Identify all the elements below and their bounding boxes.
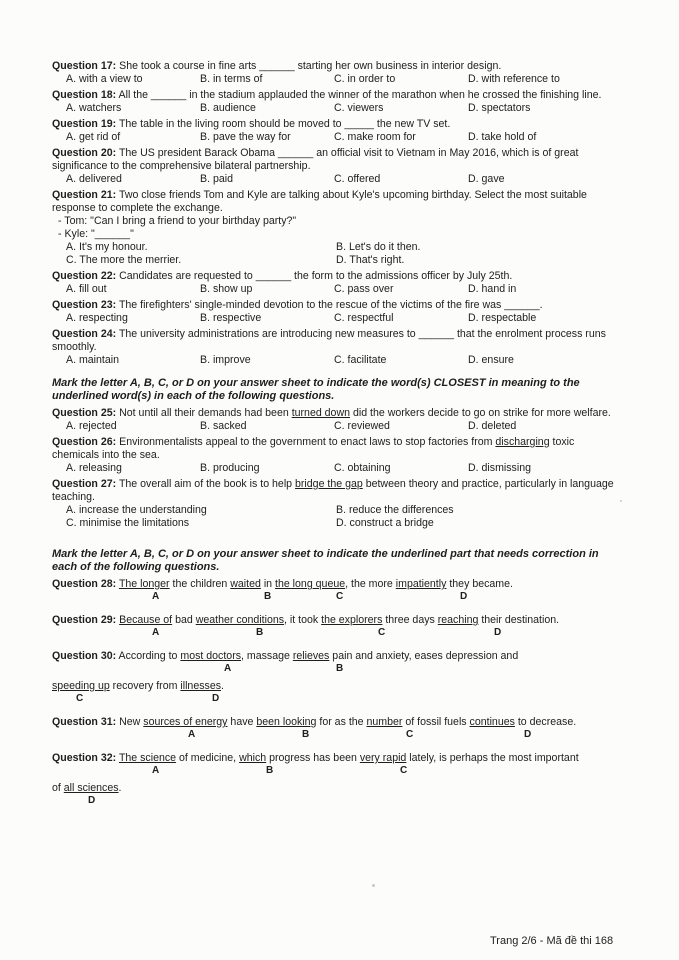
section-instruction-correction: Mark the letter A, B, C, or D on your answer sheet to indicate the underlined part that needs correction in each of the following questions. (52, 548, 599, 573)
question-text: The table in the living room should be moved to _____ the new TV set. (118, 118, 451, 130)
option-d: D. ensure (468, 354, 514, 366)
question-label: Question 22: (52, 270, 117, 282)
scan-speck (620, 500, 622, 502)
text-part: three days (382, 614, 438, 626)
option-a: A. maintain (66, 354, 119, 366)
text-part: Environmentalists appeal to the government to enact laws to stop factories from (119, 436, 496, 448)
question-32 (52, 752, 622, 806)
letter-d: D (460, 591, 468, 602)
question-label: Question 31: (52, 716, 117, 728)
option-a: A. get rid of (66, 131, 121, 143)
question-19 (52, 118, 622, 144)
option-d: D. dismissing (468, 462, 531, 474)
question-label: Question 23: (52, 299, 117, 311)
underlined-word: discharging (495, 436, 550, 448)
question-21 (52, 189, 622, 267)
text-part: , it took (284, 614, 322, 626)
question-label: Question 29: (52, 614, 117, 626)
part-c: speeding up (52, 680, 110, 692)
option-d: D. spectators (468, 102, 531, 114)
question-26 (52, 436, 622, 475)
question-label: Question 28: (52, 578, 117, 590)
option-a: A. fill out (66, 283, 107, 295)
letter-b: B (336, 663, 344, 674)
underlined-word: turned down (291, 407, 350, 419)
letter-d: D (494, 627, 502, 638)
option-d: D. That's right. (336, 254, 405, 266)
letter-a: A (152, 627, 160, 638)
question-text: The university administrations are introducing new measures to ______ that the enrolment process runs smoothly. (52, 328, 606, 353)
letter-b: B (256, 627, 264, 638)
part-b: waited (230, 578, 261, 590)
option-a: A. increase the understanding (66, 504, 207, 516)
letter-b: B (264, 591, 272, 602)
question-label: Question 26: (52, 436, 117, 448)
option-c: C. reviewed (334, 420, 390, 432)
part-a: The science (118, 752, 177, 764)
letter-a: A (152, 591, 160, 602)
letter-a: A (152, 765, 160, 776)
part-b: weather conditions (195, 614, 285, 626)
question-label: Question 27: (52, 478, 117, 490)
question-29 (52, 614, 622, 638)
text-part: they became. (446, 578, 513, 590)
text-part: New (119, 716, 144, 728)
letter-b: B (302, 729, 310, 740)
question-25 (52, 407, 622, 433)
text-part: of fossil fuels (402, 716, 470, 728)
letter-d: D (88, 795, 96, 806)
option-b: B. producing (200, 462, 260, 474)
part-d: continues (469, 716, 515, 728)
text-part: of medicine, (176, 752, 240, 764)
text-part: progress has been (266, 752, 360, 764)
letter-c: C (400, 765, 408, 776)
option-d: D. take hold of (468, 131, 537, 143)
text-part: bad (172, 614, 196, 626)
page-footer: Trang 2/6 - Mã đề thi 168 (490, 935, 614, 947)
letter-d: D (212, 693, 220, 704)
text-part: lately, is perhaps the most important (406, 752, 579, 764)
part-d: illnesses (180, 680, 222, 692)
letter-b: B (266, 765, 274, 776)
question-text: She took a course in fine arts ______ starting her own business in interior design. (119, 60, 502, 72)
question-18 (52, 89, 622, 115)
dialogue-tom: - Tom: "Can I bring a friend to your birthday party?" (58, 215, 297, 227)
part-c: the long queue (275, 578, 346, 590)
text-part: did the workers decide to go on strike for more welfare. (350, 407, 611, 419)
part-c: very rapid (359, 752, 407, 764)
letter-c: C (336, 591, 344, 602)
question-24 (52, 328, 622, 367)
letter-a: A (224, 663, 232, 674)
option-a: A. delivered (66, 173, 122, 185)
question-label: Question 17: (52, 60, 117, 72)
letter-c: C (76, 693, 84, 704)
option-b: B. improve (200, 354, 251, 366)
text-part: The overall aim of the book is to help (118, 478, 296, 490)
text-part: in (260, 578, 276, 590)
part-a: Because of (119, 614, 173, 626)
option-b: B. in terms of (200, 73, 263, 85)
text-part: pain and anxiety, eases depression and (329, 650, 519, 662)
option-a: A. rejected (66, 420, 117, 432)
question-28 (52, 578, 622, 602)
underlined-word: bridge the gap (295, 478, 363, 490)
text-part: recovery from (109, 680, 181, 692)
letter-c: C (406, 729, 414, 740)
question-label: Question 24: (52, 328, 117, 340)
option-b: B. paid (200, 173, 233, 185)
option-c: C. facilitate (334, 354, 387, 366)
option-c: C. make room for (334, 131, 416, 143)
text-part: . (118, 782, 122, 794)
question-text: All the ______ in the stadium applauded the winner of the marathon when he crossed the finishing line. (118, 89, 602, 101)
part-d: reaching (437, 614, 479, 626)
question-label: Question 21: (52, 189, 117, 201)
exam-page (52, 60, 622, 811)
text-part: their destination. (478, 614, 560, 626)
text-part: toxic chemicals into the sea. (52, 436, 575, 461)
text-part: . (221, 680, 224, 692)
option-b: B. show up (200, 283, 253, 295)
option-a: A. It's my honour. (66, 241, 148, 253)
letter-c: C (378, 627, 386, 638)
option-a: A. respecting (66, 312, 128, 324)
part-a: The longer (118, 578, 170, 590)
option-b: B. audience (200, 102, 256, 114)
text-part: for as the (316, 716, 367, 728)
question-30 (52, 650, 622, 704)
option-a: A. releasing (66, 462, 122, 474)
part-d: impatiently (395, 578, 447, 590)
question-text: Candidates are requested to ______ the form to the admissions officer by July 25th. (119, 270, 513, 282)
part-c: the explorers (321, 614, 383, 626)
part-d: all sciences (63, 782, 119, 794)
option-c: C. pass over (334, 283, 394, 295)
option-a: A. with a view to (66, 73, 143, 85)
question-label: Question 30: (52, 650, 117, 662)
option-b: B. sacked (200, 420, 247, 432)
question-label: Question 19: (52, 118, 117, 130)
option-d: D. respectable (468, 312, 537, 324)
question-31 (52, 716, 622, 740)
text-part: According to (118, 650, 181, 662)
question-17 (52, 60, 622, 86)
text-part: the children (169, 578, 231, 590)
text-part: Not until all their demands had been (119, 407, 292, 419)
question-20 (52, 147, 622, 186)
part-a: most doctors (180, 650, 242, 662)
dialogue-kyle: - Kyle: "______" (58, 228, 134, 240)
text-part: to decrease. (514, 716, 577, 728)
question-23 (52, 299, 622, 325)
part-a: sources of energy (143, 716, 228, 728)
text-part: between theory and practice, particularly in language teaching. (52, 478, 614, 503)
text-part: , the more (345, 578, 396, 590)
option-d: D. construct a bridge (336, 517, 434, 529)
part-c: number (366, 716, 403, 728)
part-b: been looking (256, 716, 317, 728)
option-b: B. respective (200, 312, 262, 324)
option-c: C. in order to (334, 73, 396, 85)
text-part: have (227, 716, 257, 728)
option-d: D. deleted (468, 420, 517, 432)
part-b: relieves (292, 650, 330, 662)
part-b: which (239, 752, 267, 764)
question-22 (52, 270, 622, 296)
letter-d: D (524, 729, 532, 740)
option-c: C. viewers (334, 102, 384, 114)
question-text: The firefighters' single-minded devotion to the rescue of the victims of the fire was ______. (118, 299, 543, 311)
option-b: B. reduce the differences (336, 504, 454, 516)
question-label: Question 18: (52, 89, 117, 101)
option-d: D. with reference to (468, 73, 560, 85)
question-text: The US president Barack Obama ______ an official visit to Vietnam in May 2016, which is of great significance to the comprehensive bilateral partnership. (52, 147, 579, 172)
option-c: C. The more the merrier. (66, 254, 182, 266)
option-c: C. offered (334, 173, 381, 185)
text-part: , massage (241, 650, 293, 662)
letter-a: A (188, 729, 196, 740)
option-c: C. obtaining (334, 462, 391, 474)
option-a: A. watchers (66, 102, 122, 114)
question-text: Two close friends Tom and Kyle are talking about Kyle's upcoming birthday. Select the most suitable response to complete the exchange. (52, 189, 587, 214)
option-b: B. Let's do it then. (336, 241, 421, 253)
option-b: B. pave the way for (200, 131, 291, 143)
section-instruction-closest: Mark the letter A, B, C, or D on your answer sheet to indicate the word(s) CLOSEST in meaning to the underlined word(s) in each of the following questions. (52, 377, 580, 402)
option-d: D. hand in (468, 283, 517, 295)
question-label: Question 20: (52, 147, 117, 159)
question-label: Question 32: (52, 752, 117, 764)
scan-speck (372, 884, 375, 887)
option-c: C. respectful (334, 312, 394, 324)
text-part: of (52, 782, 64, 794)
option-c: C. minimise the limitations (66, 517, 190, 529)
option-d: D. gave (468, 173, 505, 185)
question-label: Question 25: (52, 407, 117, 419)
question-27 (52, 478, 622, 530)
